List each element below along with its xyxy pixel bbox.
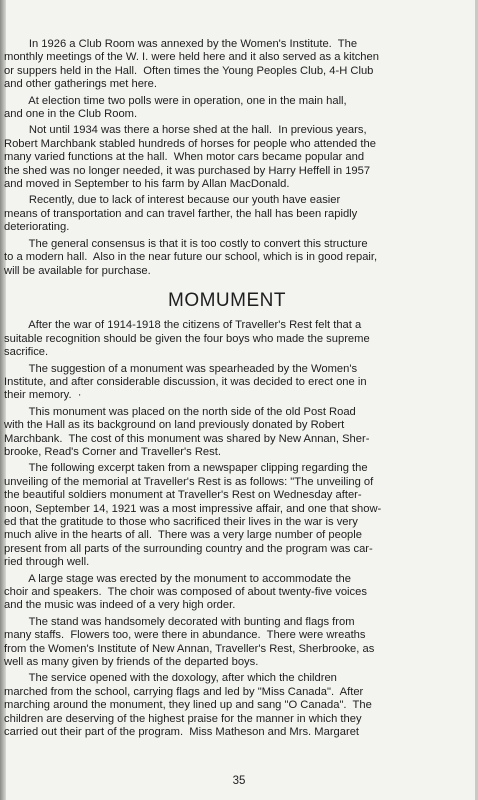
text-line: In 1926 a Club Room was annexed by the Women's Institute. The [4, 38, 358, 50]
text-line: The stand was handsomely decorated with bunting and flags from [4, 615, 355, 628]
text-line: with the Hall as its background on land previously donated by Robert [4, 419, 345, 432]
text-line: brooke, Read's Corner and Traveller's Rest. [4, 445, 221, 458]
text-line: will be available for purchase. [4, 264, 151, 277]
paragraph [4, 672, 450, 739]
text-line: marching around the monument, they lined up and sang "O Canada". The [4, 699, 372, 712]
text-line: their memory. · [4, 389, 82, 402]
text-line: and other gatherings met here. [4, 78, 157, 91]
text-line: The suggestion of a monument was spearheaded by the Women's [4, 362, 358, 375]
text-line: or suppers held in the Hall. Often times the Young Peoples Club, 4-H Club [4, 64, 374, 77]
paragraph [4, 194, 450, 234]
text-line: This monument was placed on the north side of the old Post Road [4, 405, 356, 418]
text-line: sacrifice. [4, 346, 49, 359]
text-line: well as many given by friends of the departed boys. [4, 656, 259, 669]
text-line: The general consensus is that it is too costly to convert this structure [4, 237, 368, 250]
text-line: carried out their part of the program. Miss Matheson and Mrs. Margaret [4, 726, 360, 739]
text-line: to a modern hall. Also in the near future our school, which is in good repair, [4, 251, 378, 264]
page-number: 35 [232, 775, 246, 787]
text-line: many varied functions at the hall. When motor cars became popular and [4, 151, 365, 164]
paragraph [4, 124, 450, 191]
paragraph [4, 462, 450, 569]
paragraph [4, 319, 450, 359]
text-line: many staffs. Flowers too, were there in abundance. There were wreaths [4, 629, 366, 642]
text-line: Robert Marchbank stabled hundreds of horses for people who attended the [4, 137, 376, 150]
text-line: monthly meetings of the W. I. were held here and it also served as a kitchen [4, 51, 379, 64]
text-line: much alive in the hearts of all. There was a very large number of people [4, 529, 362, 542]
paragraph [4, 95, 450, 122]
text-line: After the war of 1914-1918 the citizens of Traveller's Rest felt that a [4, 319, 362, 332]
text-line: deteriorating. [4, 221, 70, 234]
paragraph [4, 238, 450, 278]
text-line: The service opened with the doxology, after which the children [4, 672, 337, 685]
text-line: and one in the Club Room. [4, 108, 138, 121]
paragraphs-bottom [4, 319, 450, 739]
text-line: ed that the gratitude to those who sacrificed their lives in the war is very [4, 516, 358, 528]
text-line: Marchbank. The cost of this monument was shared by New Annan, Sher- [4, 432, 370, 445]
text-line: Not until 1934 was there a horse shed at the hall. In previous years, [4, 124, 367, 137]
paragraphs-top [4, 38, 450, 278]
paragraph [4, 573, 450, 613]
text-line: from the Women's Institute of New Annan, Traveller's Rest, Sherbrooke, as [4, 642, 375, 655]
section-heading: MOMUMENT [168, 289, 286, 311]
text-line: noon, September 14, 1921 was a most impressive affair, and one that show- [4, 502, 382, 515]
text-line: present from all parts of the surrounding country and the program was car- [4, 542, 373, 555]
text-line: marched from the school, carrying flags and led by "Miss Canada". After [4, 685, 364, 698]
text-line: and the music was indeed of a very high order. [4, 599, 236, 612]
paragraph [4, 406, 450, 460]
text-line: the shed was no longer needed, it was purchased by Harry Heffell in 1957 [4, 164, 371, 177]
text-line: means of transportation and can travel farther, the hall has been rapidly [4, 207, 358, 220]
paragraph [4, 38, 450, 92]
text-line: The following excerpt taken from a newspaper clipping regarding the [4, 462, 368, 475]
paragraph [4, 363, 450, 403]
text-line: ried through well. [4, 556, 90, 569]
text-line: the beautiful soldiers monument at Traveller's Rest on Wednesday after- [4, 489, 362, 502]
paragraph [4, 616, 450, 670]
text-line: Recently, due to lack of interest because our youth have easier [4, 194, 341, 207]
text-line: suitable recognition should be given the four boys who made the supreme [4, 332, 370, 345]
text-line: and moved in September to his farm by Allan MacDonald. [4, 178, 290, 191]
text-line: choir and speakers. The choir was composed of about twenty-five voices [4, 586, 367, 599]
body-text [4, 38, 450, 743]
text-line: At election time two polls were in operation, one in the main hall, [4, 94, 347, 107]
text-line: unveiling of the memorial at Traveller's Rest is as follows: "The unveiling of [4, 475, 374, 488]
text-line: children are deserving of the highest praise for the manner in which they [4, 712, 362, 725]
text-line: A large stage was erected by the monument to accommodate the [4, 572, 352, 585]
text-line: Institute, and after considerable discussion, it was decided to erect one in [4, 375, 367, 388]
